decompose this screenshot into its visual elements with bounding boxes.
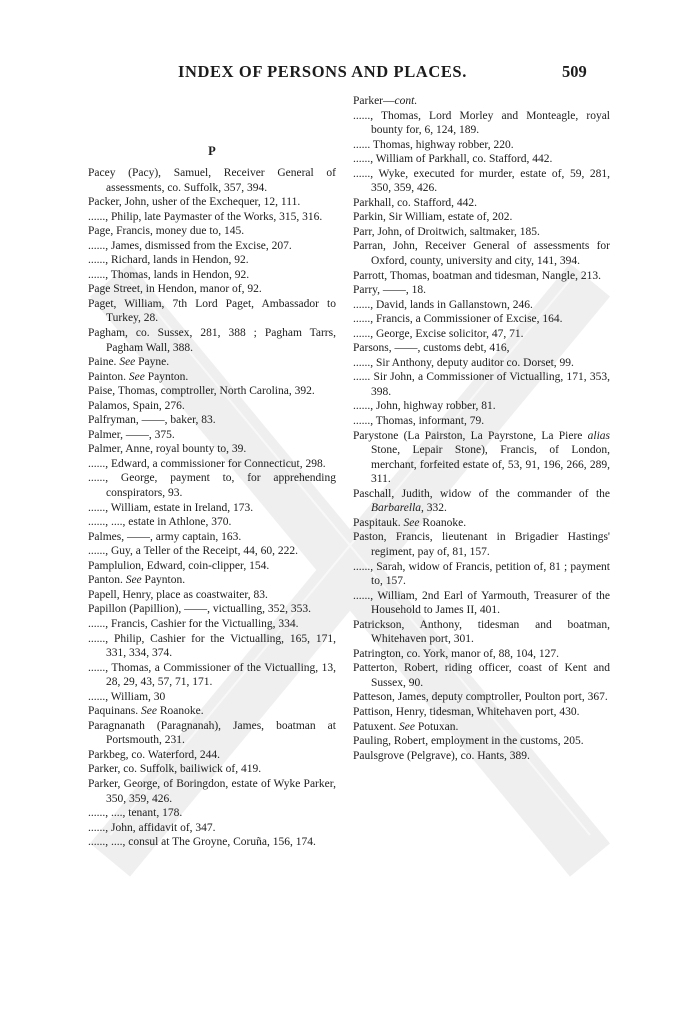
index-entry: Paschall, Judith, widow of the commander of the Barbarella, 332.: [353, 487, 610, 515]
index-entry: Parystone (La Pairston, La Payrstone, La Piere alias Stone, Lepair Stone), Francis, of London, merchant, forfeited estate of, 53, 91, 196, 266, 289, 311.: [353, 429, 610, 486]
index-entry: ......, George, Excise solicitor, 47, 71.: [353, 327, 524, 340]
index-entry: ......, Thomas, a Commissioner of the Victualling, 13, 28, 29, 43, 57, 71, 171.: [88, 661, 336, 689]
index-entry: Pagham, co. Sussex, 281, 388 ; Pagham Tarrs, Pagham Wall, 388.: [88, 327, 336, 354]
index-entry: ......, Sarah, widow of Francis, petition of, 81 ; payment to, 157.: [353, 560, 610, 588]
index-entry: Parr, John, of Droitwich, saltmaker, 185.: [353, 225, 540, 238]
index-entry: ......, Francis, a Commissioner of Excise, 164.: [353, 313, 563, 326]
index-entry: Paise, Thomas, comptroller, North Carolina, 392.: [88, 385, 315, 398]
section-letter: P: [208, 144, 216, 158]
index-entry: ......, David, lands in Gallanstown, 246.: [353, 298, 533, 311]
index-entry: Parkin, Sir William, estate of, 202.: [353, 211, 513, 224]
index-entry: ......, Edward, a commissioner for Connecticut, 298.: [88, 457, 326, 470]
index-entry: Palmer, Anne, royal bounty to, 39.: [88, 443, 247, 456]
index-entry: Patrickson, Anthony, tidesman and boatman, Whitehaven port, 301.: [353, 618, 610, 646]
index-entry: ......, William, 2nd Earl of Yarmouth, Treasurer of the Household to James II, 401.: [353, 589, 610, 617]
index-entry: ......, William of Parkhall, co. Stafford, 442.: [353, 153, 553, 166]
index-entry: Paine. See Payne.: [88, 356, 170, 369]
index-entry: ......, ...., estate in Athlone, 370.: [88, 516, 232, 529]
index-entry: ......, Thomas, informant, 79.: [353, 415, 485, 428]
index-entry: Paston, Francis, lieutenant in Brigadier Hastings' regiment, pay of, 81, 157.: [353, 531, 610, 558]
index-entry: Paquinans. See Roanoke.: [88, 705, 204, 718]
index-entry: ......, Francis, Cashier for the Victualling, 334.: [88, 617, 299, 630]
index-entry: Pamplulion, Edward, coin-clipper, 154.: [88, 559, 270, 572]
index-entry: Packer, John, usher of the Exchequer, 12, 111.: [88, 196, 301, 209]
index-entry: ......, George, payment to, for apprehending conspirators, 93.: [88, 472, 336, 500]
index-entry: ......, Thomas, Lord Morley and Monteagle, royal bounty for, 6, 124, 189.: [353, 109, 610, 137]
index-entry: Parrott, Thomas, boatman and tidesman, Nangle, 213.: [353, 269, 601, 282]
index-entry: Panton. See Paynton.: [88, 574, 186, 587]
index-entry: ......, Philip, late Paymaster of the Works, 315, 316.: [88, 210, 323, 223]
index-entry: ......, John, affidavit of, 347.: [88, 821, 216, 834]
index-entry: Parsons, ——, customs debt, 416,: [353, 342, 510, 355]
index-entry: Parker, George, of Boringdon, estate of Wyke Parker, 350, 359, 426.: [88, 777, 336, 805]
index-entry: Pattison, Henry, tidesman, Whitehaven port, 430.: [353, 705, 580, 718]
index-entry: ......, Sir Anthony, deputy auditor co. Dorset, 99.: [353, 356, 574, 369]
index-entry: Palmes, ——, army captain, 163.: [88, 530, 242, 543]
index-entry: ...... Sir John, a Commissioner of Victualling, 171, 353, 398.: [353, 371, 610, 398]
right-entries: [353, 109, 610, 764]
continuation-heading: Parker—cont.: [353, 95, 418, 107]
index-entry: ......, Guy, a Teller of the Receipt, 44, 60, 222.: [88, 545, 298, 558]
page-title: INDEX OF PERSONS AND PLACES.: [178, 62, 467, 81]
index-entry: Pacey (Pacy), Samuel, Receiver General of assessments, co. Suffolk, 357, 394.: [88, 167, 336, 194]
index-entry: Palamos, Spain, 276.: [88, 399, 185, 412]
index-entry: ......, Thomas, lands in Hendon, 92.: [88, 268, 250, 281]
page-header: [0, 62, 674, 84]
index-entry: Paget, William, 7th Lord Paget, Ambassador to Turkey, 28.: [88, 297, 336, 325]
index-entry: ...... Thomas, highway robber, 220.: [353, 138, 514, 151]
index-entry: Palmer, ——, 375.: [88, 428, 175, 441]
index-entry: Patuxent. See Potuxan.: [353, 720, 459, 733]
index-entry: Pauling, Robert, employment in the customs, 205.: [353, 735, 584, 748]
index-entry: Patteson, James, deputy comptroller, Poulton port, 367.: [353, 691, 608, 704]
index-entry: ......, ...., tenant, 178.: [88, 807, 183, 820]
index-entry: Parkbeg, co. Waterford, 244.: [88, 748, 221, 761]
index-entry: ......, William, estate in Ireland, 173.: [88, 501, 254, 514]
index-entry: ......, John, highway robber, 81.: [353, 400, 496, 413]
page-number: 509: [562, 62, 587, 81]
index-entry: Papillon (Papillion), ——, victualling, 352, 353.: [88, 603, 311, 616]
index-entry: Paspitauk. See Roanoke.: [353, 516, 467, 529]
left-column: [88, 94, 336, 850]
index-entry: ......, Wyke, executed for murder, estate of, 59, 281, 350, 359, 426.: [353, 167, 610, 195]
index-entry: Parry, ——, 18.: [353, 284, 427, 297]
index-entry: ......, William, 30: [88, 690, 166, 703]
index-entry: Paulsgrove (Pelgrave), co. Hants, 389.: [353, 749, 530, 762]
index-entry: Painton. See Paynton.: [88, 370, 189, 383]
index-entry: Page, Francis, money due to, 145.: [88, 225, 245, 238]
index-entry: Patrington, co. York, manor of, 88, 104, 127.: [353, 647, 560, 660]
index-entry: Palfryman, ——, baker, 83.: [88, 414, 216, 427]
index-entry: Parker, co. Suffolk, bailiwick of, 419.: [88, 763, 262, 776]
index-entry: ......, James, dismissed from the Excise, 207.: [88, 239, 292, 252]
index-entry: ......, Philip, Cashier for the Victualling, 165, 171, 331, 334, 374.: [88, 632, 336, 660]
index-entry: Patterton, Robert, riding officer, coast of Kent and Sussex, 90.: [353, 662, 610, 689]
index-entry: ......, ...., consul at The Groyne, Coruña, 156, 174.: [88, 836, 316, 849]
index-entry: ......, Richard, lands in Hendon, 92.: [88, 254, 249, 267]
index-entry: Parran, John, Receiver General of assessments for Oxford, county, university and city, 141, 394.: [353, 240, 610, 268]
index-entry: Parkhall, co. Stafford, 442.: [353, 196, 478, 209]
index-entry: Papell, Henry, place as coastwaiter, 83.: [88, 588, 268, 601]
left-entries: [88, 166, 336, 850]
right-column: [353, 94, 610, 763]
index-entry: Paragnanath (Paragnanah), James, boatman at Portsmouth, 231.: [88, 719, 336, 747]
index-entry: Page Street, in Hendon, manor of, 92.: [88, 283, 262, 296]
